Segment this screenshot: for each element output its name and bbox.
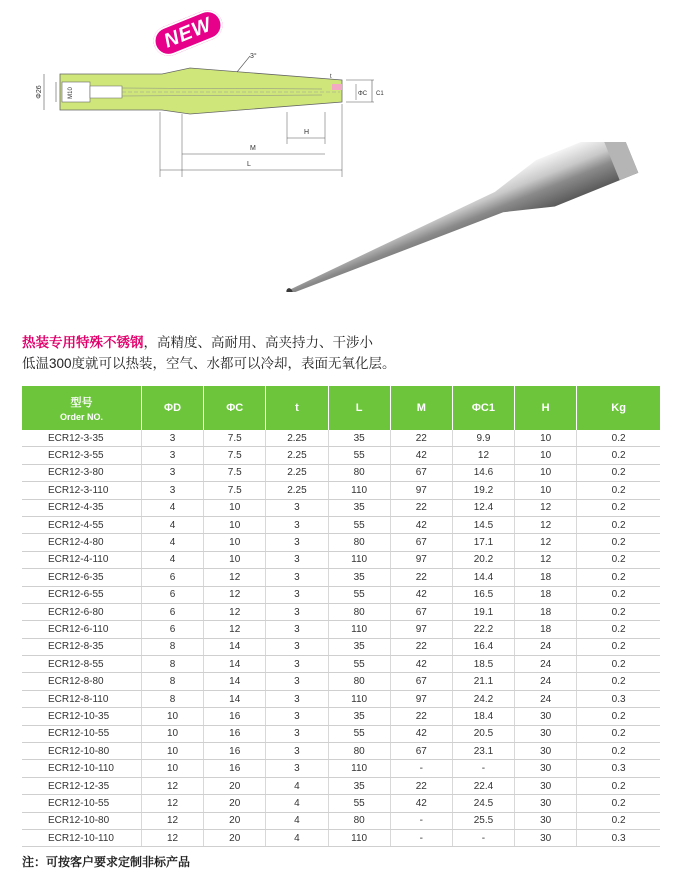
column-header xyxy=(266,386,328,430)
table-cell: 6 xyxy=(141,586,203,603)
table-cell: 7.5 xyxy=(204,430,266,447)
table-body xyxy=(22,430,660,847)
table-cell: ECR12-8-110 xyxy=(22,690,141,707)
table-row xyxy=(22,516,660,533)
table-cell: 67 xyxy=(390,743,452,760)
table-cell: 30 xyxy=(515,743,577,760)
table-cell: 12 xyxy=(141,777,203,794)
table-cell: 42 xyxy=(390,447,452,464)
table-cell: 110 xyxy=(328,760,390,777)
table-row xyxy=(22,430,660,447)
dim-c1: C1 xyxy=(376,91,384,97)
table-cell: 12 xyxy=(204,603,266,620)
table-cell: 110 xyxy=(328,551,390,568)
table-cell: 7.5 xyxy=(204,447,266,464)
column-header xyxy=(452,386,514,430)
table-cell: ECR12-3-80 xyxy=(22,464,141,481)
table-row xyxy=(22,777,660,794)
table-cell: - xyxy=(390,812,452,829)
table-cell: 16.5 xyxy=(452,586,514,603)
table-cell: 0.2 xyxy=(577,534,660,551)
table-cell: 110 xyxy=(328,482,390,499)
table-cell: 0.2 xyxy=(577,551,660,568)
table-cell: 18.4 xyxy=(452,708,514,725)
table-cell: 0.2 xyxy=(577,812,660,829)
table-cell: 10 xyxy=(141,725,203,742)
table-cell: ECR12-8-80 xyxy=(22,673,141,690)
table-cell: 4 xyxy=(141,551,203,568)
table-cell: 0.2 xyxy=(577,777,660,794)
table-cell: 12 xyxy=(452,447,514,464)
table-cell: 30 xyxy=(515,725,577,742)
table-cell: 3 xyxy=(266,708,328,725)
table-row xyxy=(22,447,660,464)
table-row xyxy=(22,499,660,516)
table-cell: 22 xyxy=(390,499,452,516)
table-cell: 0.2 xyxy=(577,743,660,760)
table-cell: 3 xyxy=(266,673,328,690)
new-badge: NEW xyxy=(149,6,227,61)
table-cell: 0.2 xyxy=(577,795,660,812)
table-cell: 0.2 xyxy=(577,638,660,655)
table-cell: 3 xyxy=(266,656,328,673)
spec-table xyxy=(22,386,660,847)
table-cell: 20 xyxy=(204,812,266,829)
table-row xyxy=(22,534,660,551)
table-cell: 24 xyxy=(515,656,577,673)
table-cell: 97 xyxy=(390,621,452,638)
table-cell: 12 xyxy=(515,534,577,551)
table-cell: 12 xyxy=(204,621,266,638)
table-cell: 7.5 xyxy=(204,482,266,499)
table-cell: 16 xyxy=(204,760,266,777)
table-cell: 20 xyxy=(204,795,266,812)
table-cell: 55 xyxy=(328,586,390,603)
table-cell: 3 xyxy=(266,499,328,516)
table-row xyxy=(22,725,660,742)
table-cell: 12 xyxy=(515,499,577,516)
column-header-label: Kg xyxy=(611,402,626,414)
table-cell: 42 xyxy=(390,586,452,603)
table-cell: 12 xyxy=(204,586,266,603)
table-cell: 7.5 xyxy=(204,464,266,481)
column-header xyxy=(515,386,577,430)
table-cell: 3 xyxy=(141,482,203,499)
table-cell: ECR12-3-55 xyxy=(22,447,141,464)
table-cell: 80 xyxy=(328,743,390,760)
table-cell: 35 xyxy=(328,569,390,586)
table-cell: 4 xyxy=(141,499,203,516)
table-cell: 4 xyxy=(266,777,328,794)
table-cell: 10 xyxy=(515,464,577,481)
table-cell: 18 xyxy=(515,586,577,603)
table-cell: 4 xyxy=(266,812,328,829)
table-cell: 10 xyxy=(204,499,266,516)
table-cell: ECR12-8-55 xyxy=(22,656,141,673)
table-cell: - xyxy=(452,760,514,777)
table-cell: 12 xyxy=(141,795,203,812)
column-header-label: M xyxy=(416,402,426,414)
table-cell: ECR12-10-35 xyxy=(22,708,141,725)
table-cell: ECR12-6-55 xyxy=(22,586,141,603)
table-cell: 14 xyxy=(204,690,266,707)
table-cell: 2.25 xyxy=(266,430,328,447)
table-cell: 4 xyxy=(141,516,203,533)
table-cell: 16 xyxy=(204,725,266,742)
table-cell: 30 xyxy=(515,829,577,846)
table-cell: 3 xyxy=(266,621,328,638)
table-cell: 0.2 xyxy=(577,516,660,533)
table-cell: 0.2 xyxy=(577,464,660,481)
column-header-label: L xyxy=(355,402,363,414)
table-cell: 97 xyxy=(390,482,452,499)
table-cell: 14 xyxy=(204,656,266,673)
table-cell: 24 xyxy=(515,638,577,655)
table-cell: 0.2 xyxy=(577,499,660,516)
table-cell: ECR12-10-110 xyxy=(22,760,141,777)
table-cell: 0.2 xyxy=(577,603,660,620)
table-row xyxy=(22,743,660,760)
table-cell: 14.5 xyxy=(452,516,514,533)
table-cell: 0.2 xyxy=(577,447,660,464)
table-cell: 42 xyxy=(390,795,452,812)
column-header-label: ΦC1 xyxy=(471,402,495,414)
dim-h: H xyxy=(304,129,310,136)
table-cell: ECR12-10-110 xyxy=(22,829,141,846)
dim-angle: 3° xyxy=(250,53,257,60)
table-cell: ECR12-3-35 xyxy=(22,430,141,447)
table-cell: 22 xyxy=(390,638,452,655)
table-row xyxy=(22,464,660,481)
table-cell: 18 xyxy=(515,621,577,638)
dim-l: L xyxy=(247,161,251,168)
table-cell: 0.2 xyxy=(577,569,660,586)
table-cell: 12 xyxy=(515,551,577,568)
table-cell: 20.5 xyxy=(452,725,514,742)
table-cell: 0.2 xyxy=(577,621,660,638)
column-header xyxy=(390,386,452,430)
table-cell: 18 xyxy=(515,603,577,620)
table-cell: 0.2 xyxy=(577,430,660,447)
table-cell: 4 xyxy=(266,795,328,812)
table-cell: 80 xyxy=(328,464,390,481)
table-cell: 0.2 xyxy=(577,673,660,690)
column-header-label: H xyxy=(541,402,550,414)
dim-phi-d: Φ26 xyxy=(36,85,43,99)
dim-m: M xyxy=(250,145,256,152)
table-row xyxy=(22,621,660,638)
table-row xyxy=(22,760,660,777)
table-cell: 0.3 xyxy=(577,829,660,846)
table-cell: 3 xyxy=(266,551,328,568)
table-cell: - xyxy=(390,760,452,777)
table-cell: 22.2 xyxy=(452,621,514,638)
table-cell: 16.4 xyxy=(452,638,514,655)
table-cell: 21.1 xyxy=(452,673,514,690)
table-row xyxy=(22,812,660,829)
column-header xyxy=(577,386,660,430)
table-cell: 3 xyxy=(141,464,203,481)
table-cell: ECR12-4-80 xyxy=(22,534,141,551)
table-cell: 9.9 xyxy=(452,430,514,447)
table-cell: 3 xyxy=(266,725,328,742)
table-cell: 10 xyxy=(141,708,203,725)
table-row xyxy=(22,673,660,690)
table-cell: 24 xyxy=(515,690,577,707)
table-cell: 12 xyxy=(515,516,577,533)
table-cell: 97 xyxy=(390,690,452,707)
column-header-label: 型号 xyxy=(70,397,93,409)
table-cell: 24.2 xyxy=(452,690,514,707)
table-cell: 3 xyxy=(266,534,328,551)
table-cell: ECR12-10-80 xyxy=(22,812,141,829)
table-cell: 30 xyxy=(515,760,577,777)
table-cell: 12 xyxy=(204,569,266,586)
table-cell: 10 xyxy=(141,760,203,777)
table-cell: ECR12-10-55 xyxy=(22,725,141,742)
table-cell: 80 xyxy=(328,812,390,829)
table-cell: 35 xyxy=(328,708,390,725)
product-intro xyxy=(22,332,662,374)
table-cell: 10 xyxy=(204,516,266,533)
table-cell: 10 xyxy=(515,482,577,499)
table-cell: 35 xyxy=(328,430,390,447)
table-cell: 0.3 xyxy=(577,690,660,707)
product-photo xyxy=(252,142,672,292)
table-cell: 42 xyxy=(390,656,452,673)
table-cell: 8 xyxy=(141,638,203,655)
table-cell: 3 xyxy=(266,638,328,655)
table-cell: 16 xyxy=(204,708,266,725)
table-cell: 55 xyxy=(328,447,390,464)
table-cell: 0.2 xyxy=(577,656,660,673)
column-header xyxy=(204,386,266,430)
table-cell: ECR12-10-80 xyxy=(22,743,141,760)
table-cell: 55 xyxy=(328,656,390,673)
column-header-sublabel: Order NO. xyxy=(59,412,103,422)
table-cell: 20 xyxy=(204,777,266,794)
table-cell: 67 xyxy=(390,534,452,551)
table-cell: 12.4 xyxy=(452,499,514,516)
table-cell: 18 xyxy=(515,569,577,586)
table-cell: 0.2 xyxy=(577,725,660,742)
table-cell: 55 xyxy=(328,516,390,533)
table-cell: 10 xyxy=(204,551,266,568)
table-cell: 35 xyxy=(328,777,390,794)
table-cell: 30 xyxy=(515,708,577,725)
table-cell: 22 xyxy=(390,777,452,794)
column-header xyxy=(328,386,390,430)
table-row xyxy=(22,586,660,603)
table-cell: 2.25 xyxy=(266,482,328,499)
table-cell: 4 xyxy=(141,534,203,551)
table-cell: ECR12-6-80 xyxy=(22,603,141,620)
table-header-row xyxy=(22,386,660,430)
table-cell: 3 xyxy=(266,516,328,533)
table-cell: 24.5 xyxy=(452,795,514,812)
dim-phi-c: ΦC xyxy=(358,91,368,97)
table-cell: 3 xyxy=(266,760,328,777)
table-row xyxy=(22,551,660,568)
table-cell: ECR12-6-110 xyxy=(22,621,141,638)
table-cell: 8 xyxy=(141,656,203,673)
table-cell: ECR12-4-55 xyxy=(22,516,141,533)
table-cell: 10 xyxy=(515,447,577,464)
table-row xyxy=(22,690,660,707)
table-cell: 35 xyxy=(328,499,390,516)
table-cell: 3 xyxy=(266,690,328,707)
table-cell: 3 xyxy=(266,586,328,603)
table-cell: 0.3 xyxy=(577,760,660,777)
column-header xyxy=(22,386,141,430)
table-cell: 80 xyxy=(328,534,390,551)
table-cell: 97 xyxy=(390,551,452,568)
table-cell: 12 xyxy=(141,829,203,846)
table-cell: 22 xyxy=(390,569,452,586)
table-cell: 22 xyxy=(390,708,452,725)
table-cell: ECR12-4-35 xyxy=(22,499,141,516)
table-cell: - xyxy=(390,829,452,846)
table-row xyxy=(22,638,660,655)
table-cell: 67 xyxy=(390,464,452,481)
table-cell: 17.1 xyxy=(452,534,514,551)
table-cell: 0.2 xyxy=(577,586,660,603)
table-cell: 0.2 xyxy=(577,482,660,499)
table-row xyxy=(22,482,660,499)
column-header-label: t xyxy=(295,402,299,414)
table-cell: 0.2 xyxy=(577,708,660,725)
table-cell: 6 xyxy=(141,621,203,638)
table-cell: 20 xyxy=(204,829,266,846)
intro-line-2: 低温300度就可以热装，空气、水都可以冷却，表面无氧化层。 xyxy=(22,356,396,371)
table-cell: 24 xyxy=(515,673,577,690)
dim-thread: M10 xyxy=(68,87,74,99)
table-row xyxy=(22,708,660,725)
table-cell: 4 xyxy=(266,829,328,846)
table-cell: 18.5 xyxy=(452,656,514,673)
table-cell: 3 xyxy=(266,743,328,760)
table-cell: ECR12-4-110 xyxy=(22,551,141,568)
table-cell: 35 xyxy=(328,638,390,655)
table-cell: 14 xyxy=(204,673,266,690)
footnote: 注：可按客户要求定制非标产品 xyxy=(22,855,191,869)
table-cell: 30 xyxy=(515,812,577,829)
table-cell: ECR12-6-35 xyxy=(22,569,141,586)
table-cell: 10 xyxy=(515,430,577,447)
table-cell: 10 xyxy=(141,743,203,760)
table-cell: 110 xyxy=(328,690,390,707)
table-cell: - xyxy=(452,829,514,846)
table-cell: 30 xyxy=(515,795,577,812)
table-row xyxy=(22,829,660,846)
table-cell: 12 xyxy=(141,812,203,829)
table-cell: 2.25 xyxy=(266,464,328,481)
table-cell: 3 xyxy=(266,603,328,620)
table-cell: 3 xyxy=(141,430,203,447)
table-cell: 8 xyxy=(141,690,203,707)
table-cell: ECR12-3-110 xyxy=(22,482,141,499)
table-cell: 23.1 xyxy=(452,743,514,760)
table-cell: 55 xyxy=(328,795,390,812)
table-cell: 22 xyxy=(390,430,452,447)
table-cell: 110 xyxy=(328,829,390,846)
table-cell: 3 xyxy=(141,447,203,464)
table-cell: 10 xyxy=(204,534,266,551)
table-cell: 14.6 xyxy=(452,464,514,481)
product-header xyxy=(0,0,673,320)
intro-line-1 xyxy=(22,332,662,353)
column-header-label: ΦC xyxy=(226,402,244,414)
table-cell: 6 xyxy=(141,603,203,620)
table-cell: 67 xyxy=(390,673,452,690)
column-header xyxy=(141,386,203,430)
table-cell: 110 xyxy=(328,621,390,638)
table-cell: 14.4 xyxy=(452,569,514,586)
table-cell: 67 xyxy=(390,603,452,620)
table-row xyxy=(22,795,660,812)
table-cell: 42 xyxy=(390,725,452,742)
table-cell: 16 xyxy=(204,743,266,760)
dim-t: t xyxy=(330,74,332,80)
table-cell: 25.5 xyxy=(452,812,514,829)
table-cell: 8 xyxy=(141,673,203,690)
table-cell: ECR12-10-55 xyxy=(22,795,141,812)
column-header-label: ΦD xyxy=(164,402,182,414)
table-cell: 14 xyxy=(204,638,266,655)
table-cell: 80 xyxy=(328,603,390,620)
table-cell: 19.1 xyxy=(452,603,514,620)
table-cell: 2.25 xyxy=(266,447,328,464)
table-cell: 3 xyxy=(266,569,328,586)
table-cell: 42 xyxy=(390,516,452,533)
table-cell: 30 xyxy=(515,777,577,794)
table-row xyxy=(22,603,660,620)
table-row xyxy=(22,656,660,673)
table-row xyxy=(22,569,660,586)
table-cell: 80 xyxy=(328,673,390,690)
table-cell: 20.2 xyxy=(452,551,514,568)
table-cell: ECR12-12-35 xyxy=(22,777,141,794)
table-cell: 55 xyxy=(328,725,390,742)
table-cell: ECR12-8-35 xyxy=(22,638,141,655)
intro-highlight: 热装专用特殊不锈钢 xyxy=(22,335,144,350)
table-cell: 6 xyxy=(141,569,203,586)
table-cell: 22.4 xyxy=(452,777,514,794)
table-cell: 19.2 xyxy=(452,482,514,499)
intro-line-1-rest: ，高精度、高耐用、高夹持力、干涉小 xyxy=(143,335,373,350)
